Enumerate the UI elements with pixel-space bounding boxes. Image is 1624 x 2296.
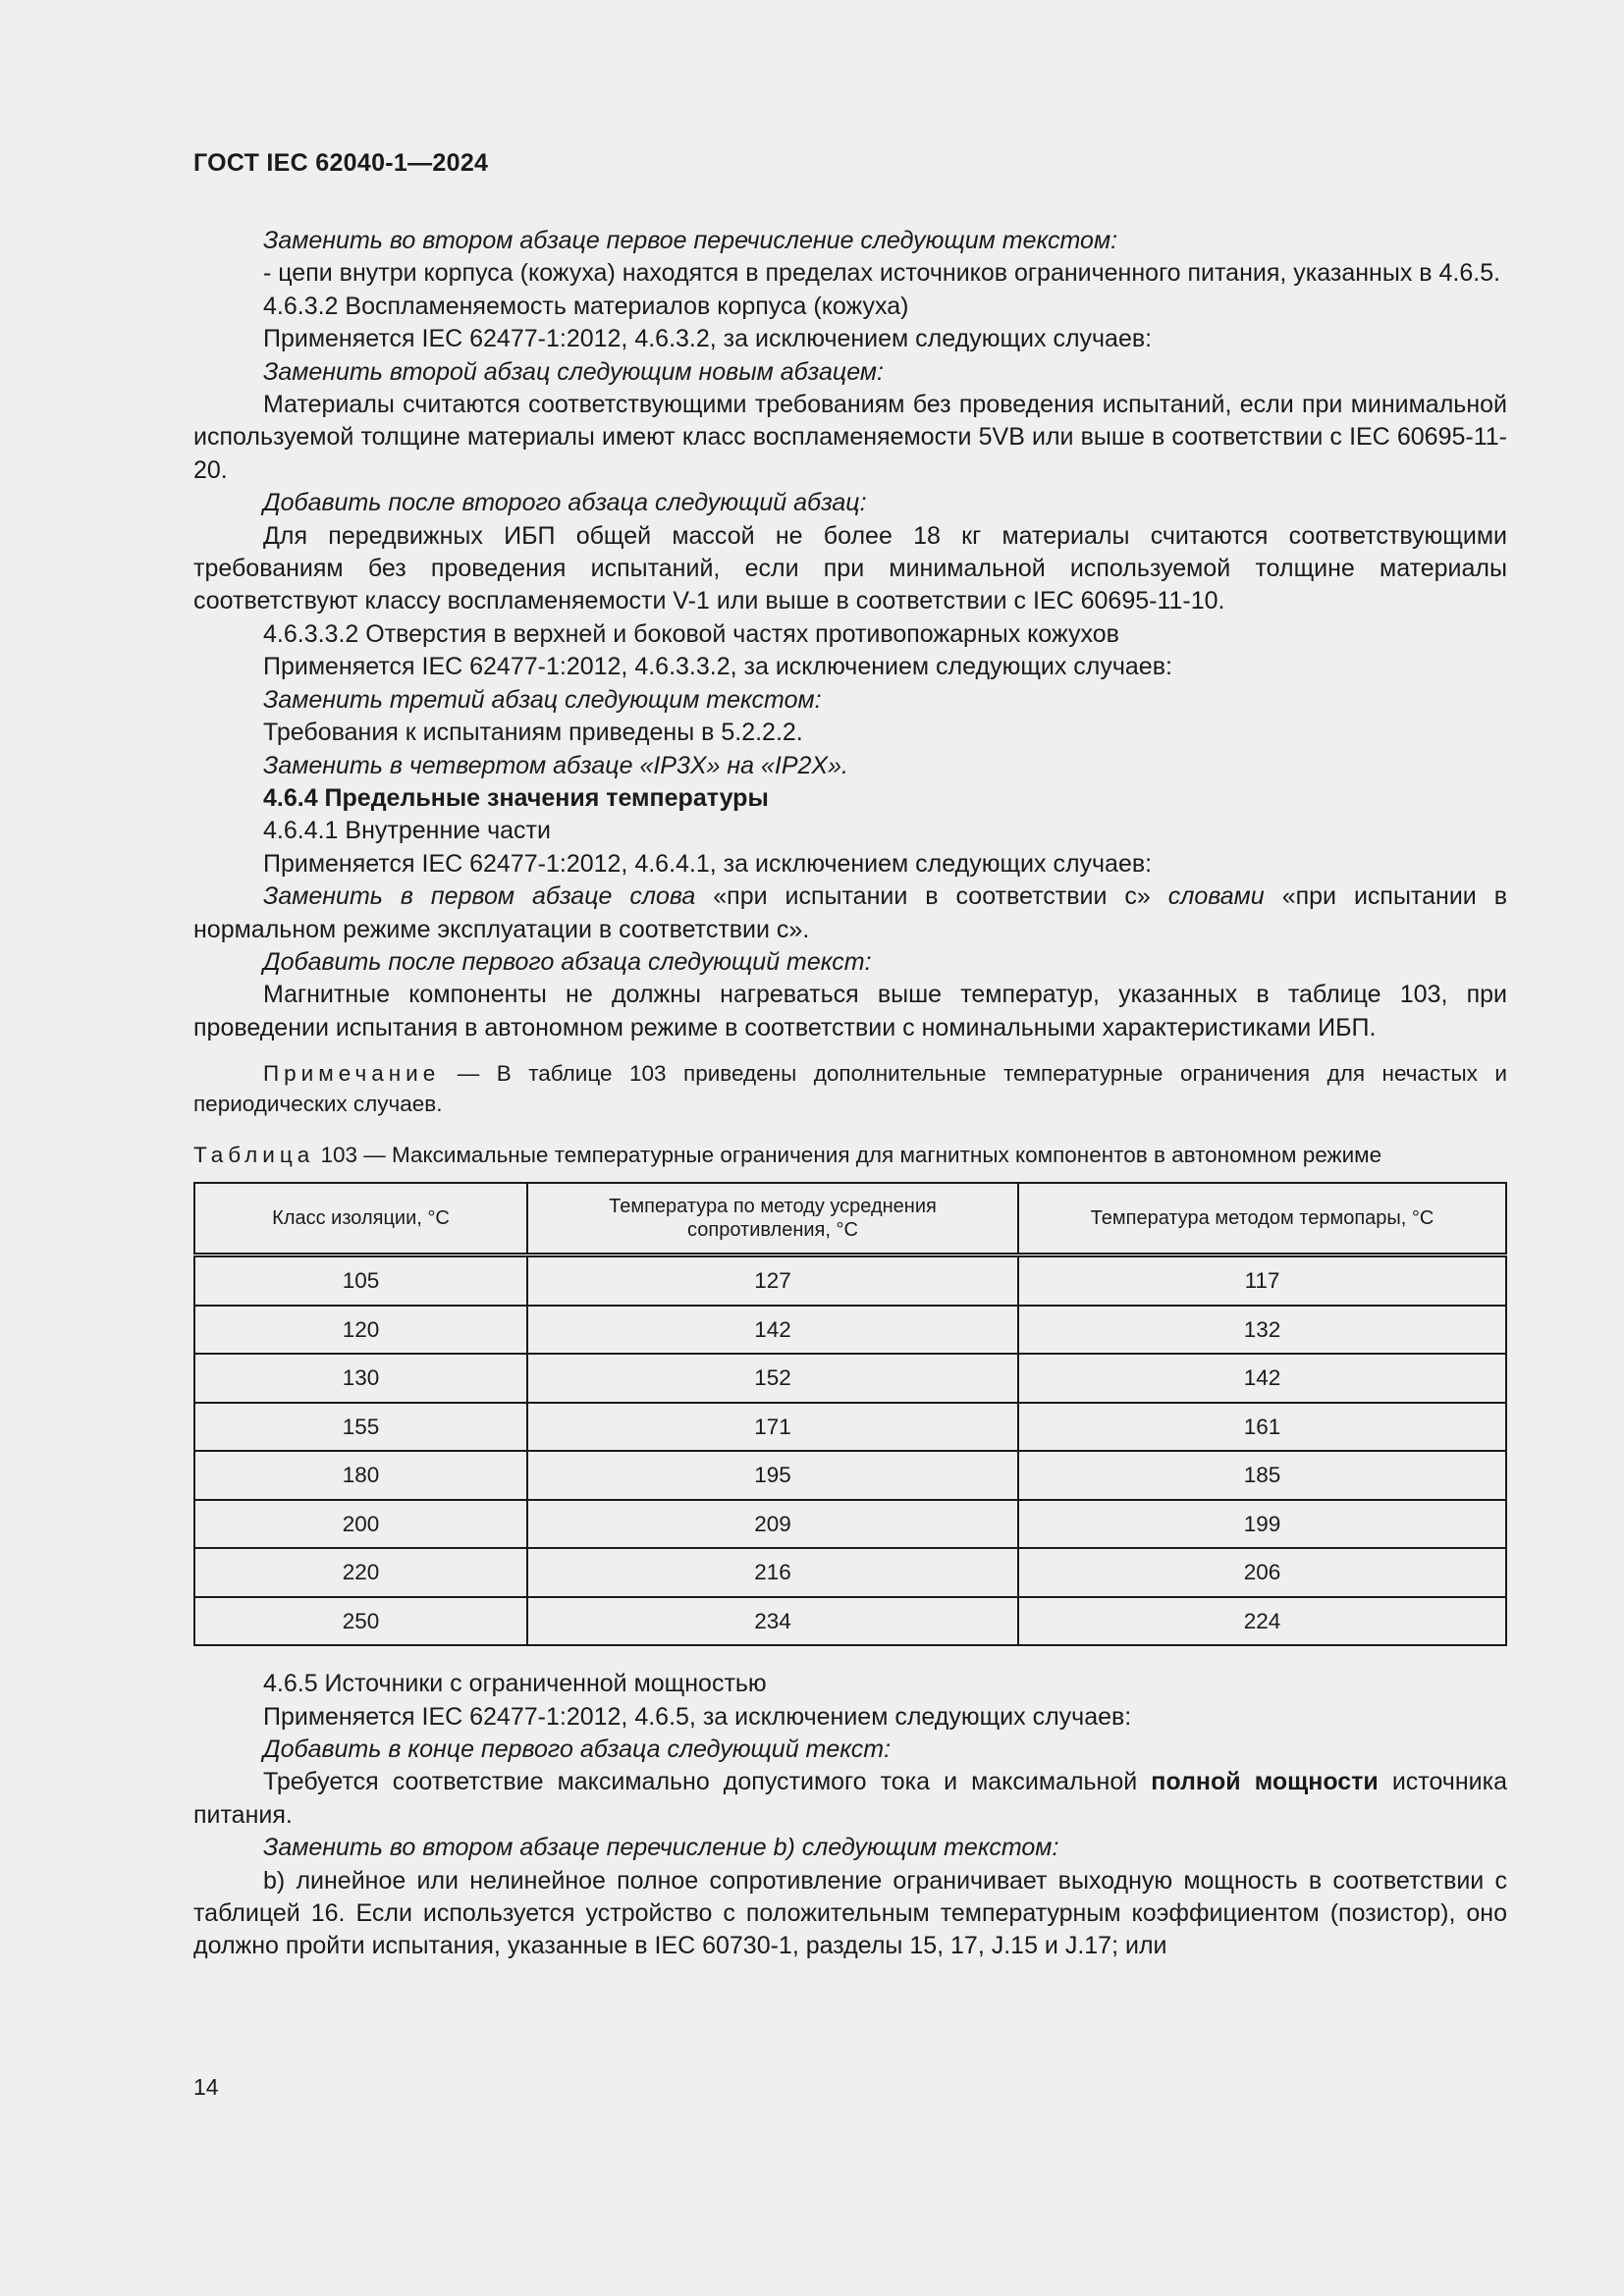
table-row (194, 1403, 1506, 1452)
table-cell: 117 (1018, 1255, 1506, 1306)
paragraph (193, 487, 1507, 519)
text-run: Добавить после первого абзаца следующий текст: (263, 947, 872, 976)
paragraph (193, 1734, 1507, 1766)
page-number: 14 (193, 2074, 219, 2100)
paragraph (193, 1668, 1507, 1700)
table-header-row (194, 1183, 1506, 1255)
note (193, 1058, 1507, 1119)
text-run: Требуется соответствие максимально допустимого тока и максимальной (263, 1768, 1152, 1796)
text-run: 4.6.4.1 Внутренние части (263, 817, 551, 845)
text-run: Материалы считаются соответствующими требованиям без проведения испытаний, если при минимальной используемой толщине материалы имеют класс воспламеняемости 5VB или выше в соответствии с IEC 60695-11-20. (193, 391, 1507, 484)
text-run: Заменить третий абзац следующим текстом: (263, 685, 822, 714)
table-caption-label: Таблица (193, 1143, 315, 1168)
paragraph (193, 257, 1507, 290)
paragraph (193, 651, 1507, 683)
table-row (194, 1597, 1506, 1646)
header-insulation-class: Класс изоляции, °С (194, 1183, 527, 1255)
table-cell: 224 (1018, 1597, 1506, 1646)
text-run: Заменить в первом абзаце слова (263, 882, 714, 911)
table-row (194, 1255, 1506, 1306)
paragraph (193, 1701, 1507, 1734)
paragraph (193, 848, 1507, 881)
text-run: Применяется IEC 62477-1:2012, 4.6.3.2, за исключением следующих случаев: (263, 325, 1153, 353)
table-cell: 171 (527, 1403, 1018, 1452)
paragraphs-top (193, 225, 1507, 1044)
text-run: Заменить во втором абзаце перечисление b) следующим текстом: (263, 1834, 1059, 1862)
page-header: ГОСТ IEC 62040-1—2024 (193, 149, 489, 177)
table-row (194, 1500, 1506, 1549)
table-cell: 195 (527, 1451, 1018, 1500)
text-run: - цепи внутри корпуса (кожуха) находятся в пределах источников ограниченного питания, указанных в 4.6.5. (263, 259, 1501, 288)
text-run: Применяется IEC 62477-1:2012, 4.6.5, за исключением следующих случаев: (263, 1702, 1132, 1731)
table-cell: 142 (527, 1306, 1018, 1355)
paragraph (193, 291, 1507, 323)
header-resistance-method: Температура по методу усреднения сопротивления, °С (527, 1183, 1018, 1255)
table-cell: 132 (1018, 1306, 1506, 1355)
paragraph (193, 881, 1507, 946)
paragraph (193, 684, 1507, 717)
paragraph (193, 389, 1507, 487)
paragraph (193, 1865, 1507, 1963)
text-run: Заменить в четвертом абзаце «IP3X» на «IP2X». (263, 751, 848, 779)
paragraph (193, 356, 1507, 389)
paragraph (193, 1832, 1507, 1864)
spacer (193, 1646, 1507, 1668)
text-run: полной мощности (1151, 1768, 1379, 1796)
paragraph (193, 520, 1507, 618)
note-text: — В таблице 103 приведены дополнительные температурные ограничения для нечастых и периодических случаев. (193, 1061, 1507, 1117)
header-thermocouple-method: Температура методом термопары, °С (1018, 1183, 1506, 1255)
table-body (194, 1255, 1506, 1646)
text-run: «при испытании в нормальном режиме эксплуатации в соответствии с». (193, 882, 1507, 943)
table-row (194, 1306, 1506, 1355)
note-label: Примечание (263, 1061, 441, 1087)
table-cell: 127 (527, 1255, 1018, 1306)
text-run: «при испытании в соответствии с» (713, 882, 1168, 911)
table-cell: 199 (1018, 1500, 1506, 1549)
text-run: Добавить после второго абзаца следующий абзац: (263, 489, 867, 517)
text-run: источника питания. (193, 1768, 1507, 1829)
text-run: b) линейное или нелинейное полное сопротивление ограничивает выходную мощность в соответствии с таблицей 16. Если используется устройство с положительным температурным коэффициентом (позистор), оно должно пройти испытания, указанные в IEC 60730-1, разделы 15, 17, J.15 и J.17; или (193, 1866, 1507, 1960)
text-run: Добавить в конце первого абзаца следующий текст: (263, 1735, 892, 1763)
paragraph (193, 979, 1507, 1044)
text-run: Для передвижных ИБП общей массой не более 18 кг материалы считаются соответствующими требованиям без проведения испытаний, если при минимальной используемой толщине материалы соответствуют классу воспламеняемости V-1 или выше в соответствии с IEC 60695-11-10. (193, 521, 1507, 615)
temperature-limits-table (193, 1182, 1507, 1646)
text-run: Применяется IEC 62477-1:2012, 4.6.3.3.2, за исключением следующих случаев: (263, 653, 1172, 681)
table-caption-text: 103 — Максимальные температурные ограничения для магнитных компонентов в автономном режиме (314, 1143, 1382, 1168)
table-cell: 209 (527, 1500, 1018, 1549)
text-run: 4.6.5 Источники с ограниченной мощностью (263, 1670, 767, 1698)
text-run: Требования к испытаниям приведены в 5.2.2.2. (263, 719, 803, 747)
table-cell: 161 (1018, 1403, 1506, 1452)
table-cell: 234 (527, 1597, 1018, 1646)
table-cell: 155 (194, 1403, 527, 1452)
table-cell: 200 (194, 1500, 527, 1549)
table-row (194, 1451, 1506, 1500)
table-cell: 142 (1018, 1354, 1506, 1403)
table-cell: 250 (194, 1597, 527, 1646)
table-cell: 120 (194, 1306, 527, 1355)
paragraph (193, 225, 1507, 257)
table-caption (193, 1141, 1507, 1170)
paragraph (193, 946, 1507, 979)
table-cell: 185 (1018, 1451, 1506, 1500)
paragraphs-bottom (193, 1668, 1507, 1963)
text-run: 4.6.4 Предельные значения температуры (263, 783, 769, 812)
paragraph (193, 618, 1507, 651)
paragraph (193, 717, 1507, 749)
paragraph (193, 323, 1507, 355)
paragraph (193, 782, 1507, 815)
text-run: 4.6.3.3.2 Отверстия в верхней и боковой частях противопожарных кожухов (263, 619, 1119, 648)
text-run: Заменить второй абзац следующим новым абзацем: (263, 357, 884, 386)
table-cell: 216 (527, 1548, 1018, 1597)
table-row (194, 1354, 1506, 1403)
text-run: словами (1167, 882, 1282, 911)
table-cell: 152 (527, 1354, 1018, 1403)
paragraph (193, 1766, 1507, 1832)
text-run: Магнитные компоненты не должны нагреваться выше температур, указанных в таблице 103, при проведении испытания в автономном режиме в соответствии с номинальными характеристиками ИБП. (193, 981, 1507, 1041)
text-run: 4.6.3.2 Воспламеняемость материалов корпуса (кожуха) (263, 292, 909, 320)
table-cell: 220 (194, 1548, 527, 1597)
paragraph (193, 815, 1507, 847)
text-run: Заменить во втором абзаце первое перечисление следующим текстом: (263, 227, 1118, 254)
text-run: Применяется IEC 62477-1:2012, 4.6.4.1, за исключением следующих случаев: (263, 849, 1153, 878)
body-text (193, 225, 1507, 1963)
paragraph (193, 750, 1507, 782)
table-cell: 206 (1018, 1548, 1506, 1597)
table-cell: 180 (194, 1451, 527, 1500)
table-cell: 130 (194, 1354, 527, 1403)
table-cell: 105 (194, 1255, 527, 1306)
table-row (194, 1548, 1506, 1597)
